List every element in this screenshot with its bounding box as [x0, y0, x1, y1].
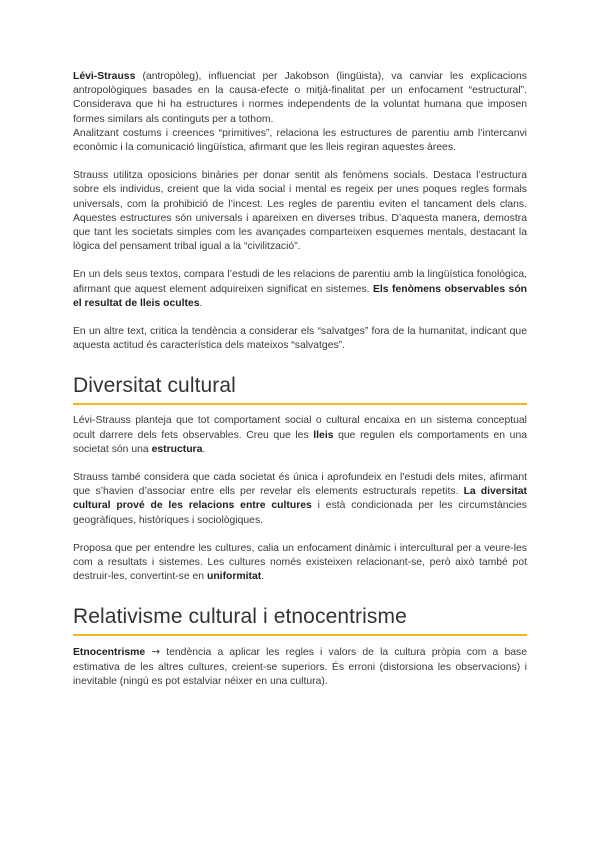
page-content	[73, 70, 527, 689]
intro-paragraph-5: En un altre text, critica la tendència a considerar els “salvatges” fora de la humanitat, indicant que aquesta actitud és característica dels mateixos “salvatges”.	[73, 326, 527, 352]
etnocentrisme-term: Etnocentrisme	[73, 647, 146, 659]
intro-paragraph-2: Analitzant costums i creences “primitives”, relaciona les estructures de parentiu amb l’intercanvi econòmic i la comunicació lingüística, afirmant que les lleis regiran aquestes àrees.	[73, 127, 527, 154]
bold-phrase: Els fenòmens observables són el resultat de lleis ocultes	[73, 283, 528, 309]
diversitat-paragraph-1: Lévi-Strauss planteja que tot comportament social o cultural encaixa en un sistema conceptual ocult darrere dels fets observables. Creu que les lleis que regulen els comportaments en una societat són una estructura.	[73, 415, 528, 455]
diversitat-paragraph-2: Strauss també considera que cada societat és única i aprofundeix en l’estudi dels mites, afirmant que s’havien d’associar entre ells per revelar els elements estructurals repetits. La diversitat cultural prové de les relacions entre cultures i està condicionada per les circumstàncies geogràfiques, històriques i sociològiques.	[73, 472, 527, 526]
intro-paragraph-3: Strauss utilitza oposicions binàries per donar sentit als fenòmens socials. Destaca l’estructura sobre els individus, creient que la vida social i mental es regeix per unes poques regles formals universals, com la prohibició de l’incest. Les regles de parentiu eviten el tancament dels clans. Aquestes estructures són universals i apareixen en diverses tribus. D’aquesta manera, demostra que tant les societats simples com les avançades comparteixen esquemes mentals, destacant la lògica del pensament tribal igual a la “civilització”.	[73, 170, 527, 253]
relativisme-paragraph-1: Etnocentrisme → tendència a aplicar les regles i valors de la cultura pròpia com a base estimativa de les altres cultures, creient-se superiors. És erroni (distorsiona les observacions) i inevitable (ningú es pot estalviar néixer en una cultura).	[73, 646, 528, 687]
heading-underline	[73, 634, 527, 636]
diversitat-paragraph-3: Proposa que per entendre les cultures, calia un enfocament dinàmic i intercultural per a veure-les com a resultats i sistemes. Les cultures només existeixen relacionant-se, però això també pot destruir-les, convertint-se en uniformitat.	[73, 542, 527, 583]
heading-underline	[73, 403, 527, 405]
arrow-right-icon: →	[151, 646, 161, 659]
intro-paragraph-4: En un dels seus textos, compara l’estudi de les relacions de parentiu amb la lingüística fonològica, afirmant que aquest element adquireixen significat en sistemes. Els fenòmens observables són el resultat de lleis ocultes.	[73, 269, 528, 309]
levi-strauss-name: Lévi-Strauss	[73, 71, 136, 82]
heading-relativisme-cultural: Relativisme cultural i etnocentrisme	[73, 605, 407, 629]
intro-paragraph-1: Lévi-Strauss (antropòleg), influenciat per Jakobson (lingüista), va canviar les explicacions antropològiques basades en la causa-efecte o mitjà-finalitat per un enfocament “estructural”. Considerava que hi ha estructures i normes independents de la voluntat humana que imposen formes similars als continguts per a tothom.	[73, 71, 527, 125]
heading-diversitat-cultural: Diversitat cultural	[73, 374, 236, 398]
